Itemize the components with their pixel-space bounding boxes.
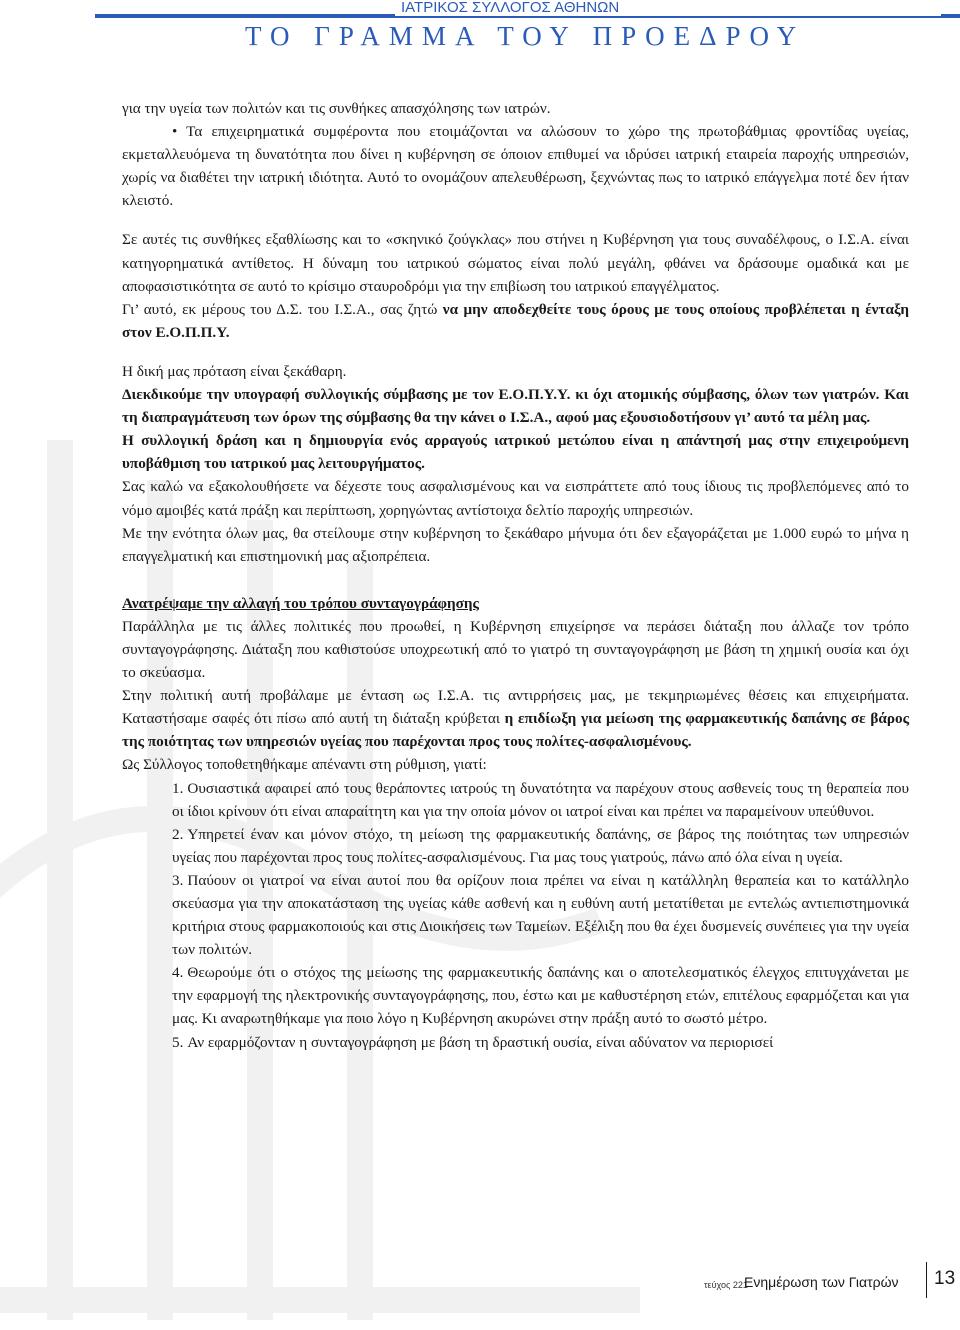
paragraph	[122, 298, 909, 344]
footer-divider	[926, 1262, 927, 1298]
emphasis-paragraph: Διεκδικούμε την υπογραφή συλλογικής σύμβασης με τον Ε.Ο.Π.Υ.Υ. κι όχι ατομικής σύμβασης, όλων των γιατρών. Και τη διαπραγμάτευση των όρων της σύμβασης θα την κάνει ο Ι.Σ.Α., αφού μας εξουσιοδοτήσουν γι’ αυτό τα μέλη μας.	[122, 386, 909, 427]
paragraph-text: Γι’ αυτό, εκ μέρους του Δ.Σ. του Ι.Σ.Α., σας ζητώ	[122, 300, 443, 318]
list-item: 4. Θεωρούμε ότι ο στόχος της μείωσης της φαρμακευτικής δαπάνης και ο αποτελεσματικός έλεγχος επιτυγχάνεται με την εφαρμογή της ηλεκτρονικής συνταγογράφησης, που, έστω και με καθυστέρηση ετών, επιτέλους εφαρμόζεται και για μας. Κι αναρωτηθήκαμε για ποιο λόγο η Κυβέρνηση ακυρώνει στην πράξη αυτό το σωστό μέτρο.	[172, 964, 909, 1028]
paragraph: Σε αυτές τις συνθήκες εξαθλίωσης και το «σκηνικό ζούγκλας» που στήνει η Κυβέρνηση για τους συναδέλφους, ο Ι.Σ.Α. είναι κατηγορηματικά αντίθετος. Η δύναμη του ιατρικού σώματος είναι πολύ μεγάλη, φθάνει να δράσουμε ομαδικά και με αποφασιστικότητα σε αυτό το κρίσιμο σταυροδρόμι για την επιβίωση του ιατρικού επαγγέλματος.	[122, 231, 909, 295]
issue-number: τεύχος 221	[704, 1280, 748, 1290]
letter-body	[122, 97, 909, 1054]
list-item: 2. Υπηρετεί έναν και μόνον στόχο, τη μείωση της φαρμακευτικής δαπάνης, σε βάρος της ποιότητας των υπηρεσιών υγείας που παρέχονται προς τους πολίτες-ασφαλισμένους. Για μας τους γιατρούς, πάνω από όλα είναι η υγεία.	[172, 825, 909, 866]
paragraph: Σας καλώ να εξακολουθήσετε να δέχεστε τους ασφαλισμένους και να εισπράττετε από τους ίδιους τις προβλεπόμενες από το νόμο αμοιβές κατά πράξη και περίπτωση, χορηγώντας αντίστοιχα δελτίο παροχής υπηρεσιών.	[122, 478, 909, 519]
publication-name: Ενημέρωση των Γιατρών	[744, 1274, 899, 1290]
page-footer	[700, 1268, 960, 1298]
emphasis-paragraph: Η συλλογική δράση και η δημιουργία ενός αρραγούς ιατρικού μετώπου είναι η απάντησή μας στην επιχειρούμενη υποβάθμιση του ιατρικού μας λειτουργήματος.	[122, 432, 909, 473]
paragraph: Ως Σύλλογος τοποθετηθήκαμε απέναντι στη ρύθμιση, γιατί:	[122, 756, 487, 774]
emphasis-text: να μην αποδεχθείτε τους όρους με τους οποίους προβλέπεται η ένταξη στον Ε.Ο.Π.Π.Υ.	[122, 300, 909, 341]
list-item: 5. Αν εφαρμόζονταν η συνταγογράφηση με βάση τη δραστική ουσία, είναι αδύνατον να περιορισεί	[172, 1033, 774, 1051]
emphasis-text: η επιδίωξη για μείωση της φαρμακευτικής δαπάνης σε βάρος της ποιότητας των υπηρεσιών υγείας που παρέχονται προς τους πολίτες-ασφαλισμένους.	[122, 710, 909, 751]
bullet-paragraph: • Τα επιχειρηματικά συμφέροντα που ετοιμάζονται να αλώσουν το χώρο της πρωτοβάθμιας φροντίδας υγείας, εκμεταλλευόμενα τη δυνατότητα που δίνει η κυβέρνηση σε όποιον επιθυμεί να ιδρύσει ιατρική εταιρεία παροχής υπηρεσιών, χωρίς να διαθέτει την ιατρική ιδιότητα. Αυτό το ονομάζουν απελευθέρωση, ξεχνώντας πως το ιατρικό επάγγελμα ποτέ δεν ήταν κλειστό.	[122, 123, 909, 210]
paragraph: για την υγεία των πολιτών και τις συνθήκες απασχόλησης των ιατρών.	[122, 100, 551, 117]
paragraph: Με την ενότητα όλων μας, θα στείλουμε στην κυβέρνηση το ξεκάθαρο μήνυμα ότι δεν εξαγοράζεται με 1.000 ευρώ το μήνα η επαγγελματική και επιστημονική μας αξιοπρέπεια.	[122, 524, 909, 565]
paragraph: Παράλληλα με τις άλλες πολιτικές που προωθεί, η Κυβέρνηση επιχείρησε να περάσει διάταξη που άλλαζε τον τρόπο συνταγογράφησης. Διάταξη που καθιστούσε υποχρεωτική από το γιατρό τη συνταγογράφηση με βάση τη χημική ουσία και όχι το σκεύασμα.	[122, 617, 909, 682]
page-number: 13	[934, 1268, 956, 1289]
list-item: 3. Παύουν οι γιατροί να είναι αυτοί που θα ορίζουν ποια πρέπει να είναι η κατάλληλη θεραπεία και το κατάλληλο σκεύασμα για την αποκατάσταση της υγείας κάθε ασθενή και η ευθύνη αυτή μετατίθεται με εντελώς αντιεπιστημονικά κριτήρια στους φαρμακοποιούς και στις Διοικήσεις των Ταμείων. Εξέλιξη που θα έχει δυσμενείς συνέπειες για την υγεία των πολιτών.	[172, 871, 909, 959]
header-organization: ΙΑΤΡΙΚΟΣ ΣΥΛΛΟΓΟΣ ΑΘΗΝΩΝ	[395, 0, 941, 16]
paragraph: Η δική μας πρόταση είναι ξεκάθαρη.	[122, 362, 347, 380]
paragraph	[122, 684, 909, 753]
paragraph-text: Στην πολιτική αυτή προβάλαμε με ένταση ως Ι.Σ.Α. τις αντιρρήσεις μας, με τεκμηριωμένες θέσεις και επιχειρήματα. Καταστήσαμε σαφές ότι πίσω από αυτή τη διάταξη κρύβεται	[122, 687, 909, 728]
page-title: ΤΟ ΓΡΑΜΜΑ ΤΟΥ ΠΡΟΕΔΡΟΥ	[245, 21, 806, 51]
list-item: 1. Ουσιαστικά αφαιρεί από τους θεράποντες ιατρούς τη δυνατότητα να παρέχουν στους ασθενείς τους τη θεραπεία που οι ίδιοι κρίνουν ότι είναι απαραίτητη και για την οποία μόνον οι ιατροί είναι και πρέπει να παραμείνουν υπεύθυνοι.	[172, 779, 909, 820]
section-heading: Ανατρέψαμε την αλλαγή του τρόπου συνταγογράφησης	[122, 594, 479, 612]
